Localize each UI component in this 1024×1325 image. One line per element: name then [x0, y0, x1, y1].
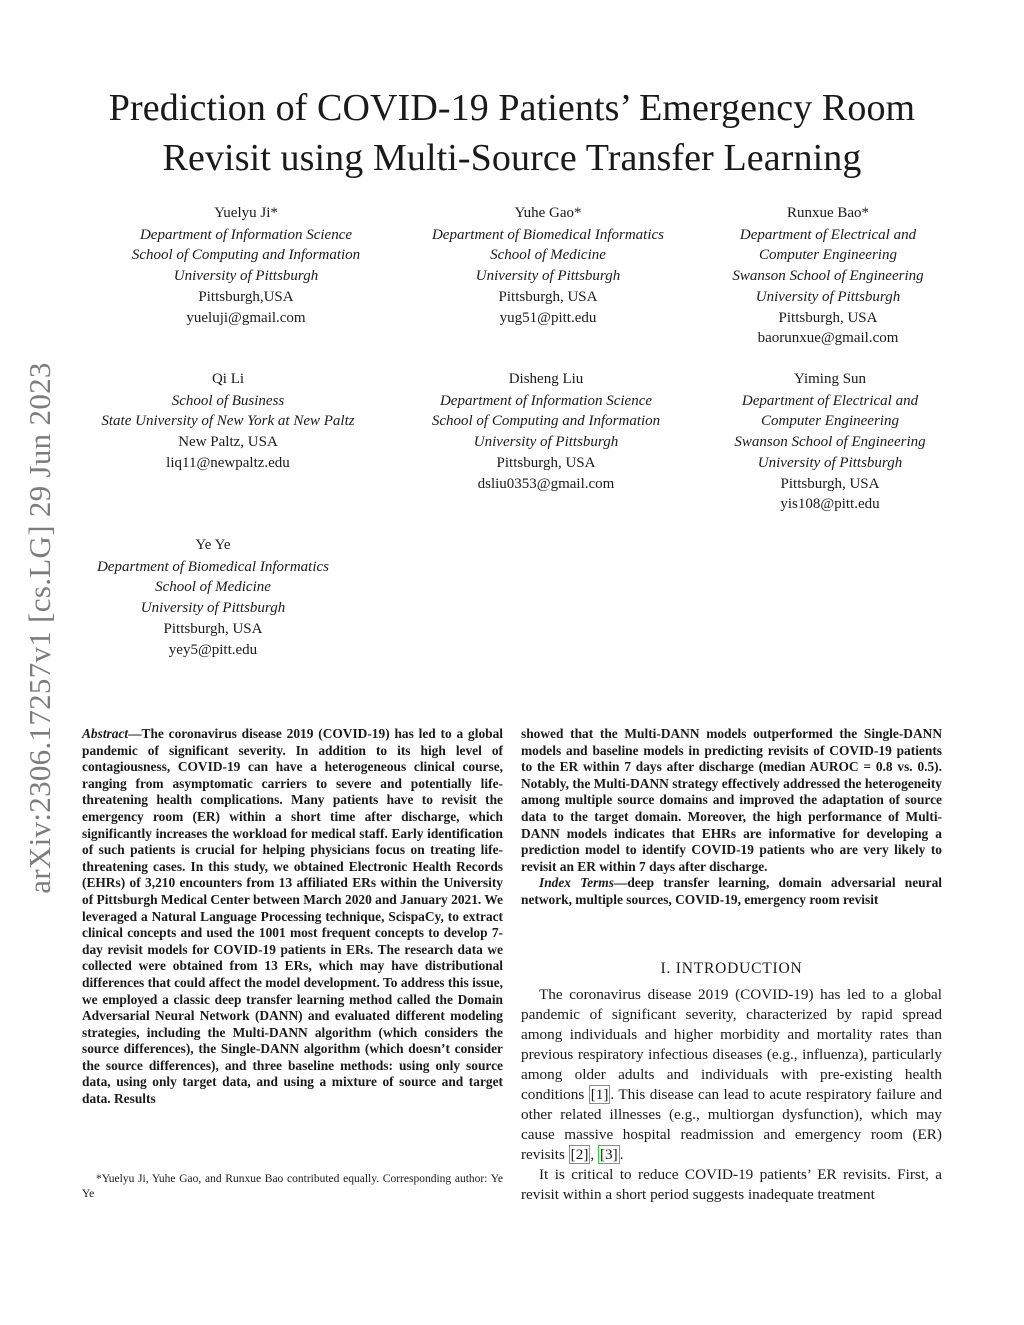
author-email: liq11@newpaltz.edu — [166, 454, 290, 471]
index-terms-text: —deep transfer learning, domain adversarial neural network, multiple sources, COVID-19, emergency room revisit — [521, 875, 942, 907]
title-line-1: Prediction of COVID-19 Patients’ Emergency Room — [108, 87, 916, 129]
author-department: Department of Electrical and — [739, 226, 917, 243]
author-department-cont: Computer Engineering — [759, 247, 897, 264]
author-name: Disheng Liu — [508, 371, 584, 387]
author-university: University of Pittsburgh — [173, 268, 319, 285]
author-department: Department of Biomedical Informatics — [431, 226, 665, 243]
abstract-label: Abstract — [82, 726, 129, 741]
section-heading-introduction: I. INTRODUCTION — [660, 960, 803, 977]
author-university: University of Pittsburgh — [140, 600, 286, 617]
citation-link[interactable]: [1] — [590, 1086, 609, 1103]
author-email: dsliu0353@gmail.com — [477, 475, 615, 492]
author-name: Yuhe Gao* — [514, 205, 582, 221]
author-department-cont: Computer Engineering — [761, 413, 899, 430]
title-line-2: Revisit using Multi-Source Transfer Learning — [162, 137, 862, 179]
author-location: Pittsburgh,USA — [198, 288, 294, 305]
author-university: University of Pittsburgh — [757, 454, 903, 471]
paper-title — [60, 83, 964, 183]
author-school: Swanson School of Engineering — [732, 268, 924, 285]
author-block-6 — [680, 369, 980, 515]
author-name: Yuelyu Ji* — [214, 205, 278, 221]
author-university: University of Pittsburgh — [475, 268, 621, 285]
intro-text: . — [619, 1146, 624, 1163]
author-location: Pittsburgh, USA — [778, 309, 878, 326]
abstract-text: —The coronavirus disease 2019 (COVID-19) has led to a global pandemic of significant severity. In addition to its high level of contagiousness, COVID-19 can have a heterogeneous clinical course, ranging from asymptomatic carriers to severe and potentially life-threatening health complications. Many patients have to revisit the emergency room (ER) within a short time after discharge, which significantly increases the workload for medical staff. Early identification of such patients is crucial for helping physicians focus on treating life-threatening cases. In this study, we obtained Electronic Health Records (EHRs) of 3,210 encounters from 13 affiliated ERs within the University of Pittsburgh Medical Center between March 2020 and January 2021. We leveraged a Natural Language Processing technique, ScispaCy, to extract clinical concepts and used the 1001 most frequent concepts to develop 7-day revisit models for COVID-19 patients in ERs. The research data we collected were obtained from 13 ERs, which may have distributional differences that could affect the model development. To address this issue, we employed a classic deep transfer learning method called the Domain Adversarial Neural Network (DANN) and evaluated different modeling strategies, including the Multi-DANN algorithm (which considers the source differences), the Single-DANN algorithm (which doesn’t consider the source differences), and three baseline methods: using only source data, using only target data, and using a mixture of source and target data. Results — [82, 726, 503, 1107]
author-department: Department of Electrical and — [741, 392, 919, 409]
author-email: yueluji@gmail.com — [186, 309, 306, 326]
author-email: baorunxue@gmail.com — [757, 330, 899, 347]
index-terms-label: Index Terms — [539, 875, 614, 891]
author-location: Pittsburgh, USA — [498, 288, 598, 305]
author-location: Pittsburgh, USA — [496, 454, 596, 471]
intro-text: . This disease can lead to acute respiratory failure and other related illnesses (e.g., multiorgan dysfunction), which may cause massive hospital readmission and emergency room (ER) revisits — [521, 1086, 942, 1163]
author-location: New Paltz, USA — [178, 434, 278, 451]
intro-text: The coronavirus disease 2019 (COVID-19) has led to a global pandemic of significant severity, characterized by rapid spread among individuals and higher morbidity and mortality rates than previous respiratory infectious diseases (e.g., influenza), particularly among older adults and individuals with pre-existing health conditions — [521, 986, 942, 1103]
author-name: Yiming Sun — [793, 371, 867, 387]
abstract-right — [521, 726, 942, 909]
author-block-5 — [396, 369, 696, 494]
intro-paragraph-2: It is critical to reduce COVID-19 patients’ ER revisits. First, a revisit within a short period suggests inadequate treatment — [521, 1166, 942, 1203]
footnote: *Yuelyu Ji, Yuhe Gao, and Runxue Bao contributed equally. Corresponding author: Ye Ye — [82, 1173, 503, 1200]
abstract-text-cont: showed that the Multi-DANN models outperformed the Single-DANN models and baseline models in predicting revisits of COVID-19 patients to the ER within 7 days after discharge (median AUROC = 0.8 vs. 0.5). Notably, the Multi-DANN strategy effectively addressed the heterogeneity among multiple source domains and improved the adaptation of source data to the target domain. Moreover, the high performance of Multi-DANN models indicates that EHRs are informative for developing a prediction model to identify COVID-19 patients who are very likely to revisit an ER within 7 days after discharge. — [521, 726, 942, 874]
author-block-2 — [398, 203, 698, 328]
author-school: Swanson School of Engineering — [734, 434, 926, 451]
citation-link[interactable]: [3] — [599, 1146, 618, 1163]
intro-text: , — [590, 1146, 598, 1163]
author-location: Pittsburgh, USA — [163, 620, 263, 637]
author-email: yey5@pitt.edu — [168, 641, 258, 658]
author-department: Department of Information Science — [139, 226, 353, 243]
citation-link[interactable]: [2] — [570, 1146, 589, 1163]
author-department: Department of Information Science — [439, 392, 653, 409]
index-terms — [521, 875, 942, 908]
author-school: School of Medicine — [155, 579, 271, 596]
author-university: University of Pittsburgh — [755, 288, 901, 305]
author-block-4 — [78, 369, 378, 474]
author-school: School of Computing and Information — [431, 413, 661, 430]
author-university: State University of New York at New Paltz — [101, 413, 355, 430]
author-block-7 — [63, 535, 363, 660]
arxiv-stamp: arXiv:2306.17257v1 [cs.LG] 29 Jun 2023 — [22, 362, 57, 894]
abstract-left — [82, 726, 503, 1108]
introduction-body — [521, 985, 942, 1205]
author-school: School of Computing and Information — [131, 247, 361, 264]
author-name: Qi Li — [211, 371, 245, 387]
author-name: Runxue Bao* — [786, 205, 870, 221]
author-department: Department of Biomedical Informatics — [96, 558, 330, 575]
author-name: Ye Ye — [195, 537, 231, 553]
author-email: yug51@pitt.edu — [499, 309, 597, 326]
author-block-3 — [678, 203, 978, 349]
author-email: yis108@pitt.edu — [780, 496, 880, 513]
author-block-1 — [96, 203, 396, 328]
intro-paragraph-1 — [521, 985, 942, 1165]
author-school: School of Medicine — [490, 247, 606, 264]
author-location: Pittsburgh, USA — [780, 475, 880, 492]
author-university: University of Pittsburgh — [473, 434, 619, 451]
author-department: School of Business — [171, 392, 285, 409]
